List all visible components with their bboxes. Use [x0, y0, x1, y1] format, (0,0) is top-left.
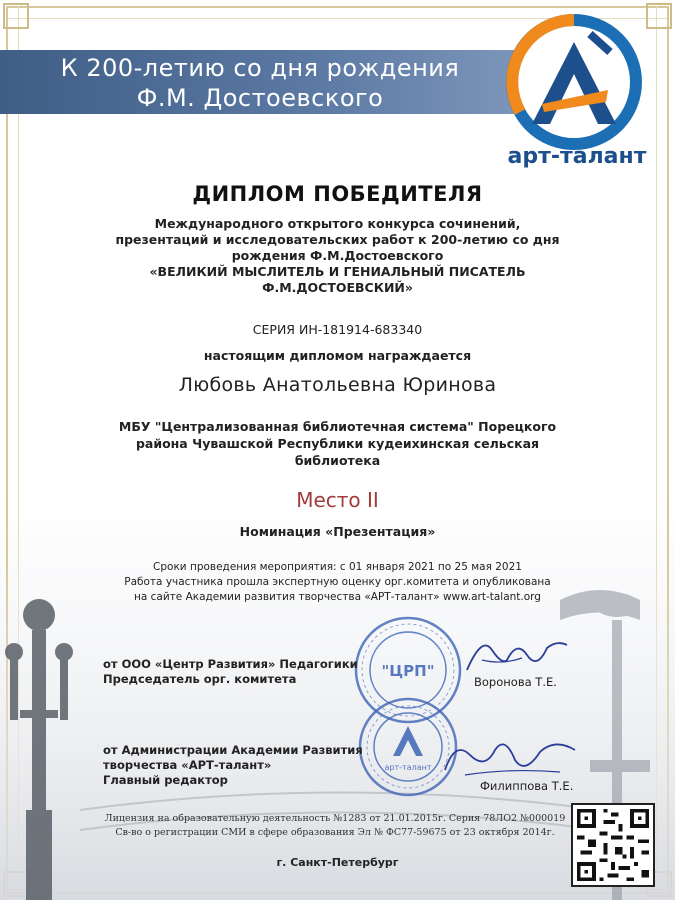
stamp1-label: "ЦРП"	[381, 662, 435, 680]
anniversary-banner	[0, 50, 520, 114]
city-name: г. Санкт-Петербург	[276, 856, 399, 869]
description-line: презентаций и исследовательских работ к 200-летию со дня	[115, 232, 560, 247]
signature-block-academy	[103, 743, 363, 788]
series-number: СЕРИЯ ИН-181914-683340	[252, 322, 423, 337]
description-line: рождения Ф.М.Достоевского	[231, 248, 444, 263]
award-place: Место II	[296, 488, 379, 512]
license-line: Св-во о регистрации СМИ в сфере образования Эл № ФС77-59675 от 23 октября 2014г.	[115, 827, 555, 838]
stamp2-label: арт-талант	[384, 763, 432, 772]
signature-voronova-icon	[462, 630, 572, 680]
license-info	[100, 812, 570, 840]
qr-code-icon	[571, 803, 655, 887]
logo-wordmark: арт-талант	[507, 144, 647, 169]
signature-line: творчества «АРТ-талант»	[103, 758, 272, 772]
organization-line: МБУ "Централизованная библиотечная система" Порецкого	[118, 419, 557, 434]
description-line: «ВЕЛИКИЙ МЫСЛИТЕЛЬ И ГЕНИАЛЬНЫЙ ПИСАТЕЛЬ	[149, 264, 526, 279]
awarded-text: настоящим дипломом награждается	[203, 348, 472, 363]
nomination: Номинация «Презентация»	[239, 524, 436, 539]
signatory-name-voronova: Воронова Т.Е.	[474, 675, 557, 689]
organization-line: библиотека	[294, 453, 381, 468]
organization-line: района Чувашской Республики кудеихинская сельская	[135, 436, 540, 451]
diploma-title: ДИПЛОМ ПОБЕДИТЕЛЯ	[192, 182, 483, 206]
signature-line: Главный редактор	[103, 773, 228, 787]
signature-line: от ООО «Центр Развития» Педагогики	[103, 657, 358, 671]
description-line: Ф.М.ДОСТОЕВСКИЙ»	[262, 280, 413, 295]
signature-line: Председатель орг. комитета	[103, 672, 297, 686]
event-info-line: Сроки проведения мероприятия: с 01 января 2021 по 25 мая 2021	[153, 561, 522, 573]
frame-corner-ornament	[3, 3, 29, 29]
signature-block-committee	[103, 657, 358, 687]
event-info-line: Работа участника прошла экспертную оценку орг.комитета и опубликована	[124, 576, 551, 588]
banner-line-1: К 200-летию со дня рождения	[60, 54, 460, 82]
event-info	[0, 560, 675, 605]
banner-line-2: Ф.М. Достоевского	[136, 84, 384, 112]
signatory-name-filippova: Филиппова Т.Е.	[480, 779, 574, 793]
recipient-name: Любовь Анатольевна Юринова	[178, 374, 497, 396]
description-line: Международного открытого конкурса сочинений,	[154, 216, 521, 231]
license-line: Лицензия на образовательную деятельность №1283 от 21.01.2015г. Серия 78ЛО2 №000019	[104, 813, 566, 824]
signature-filippova-icon	[440, 730, 580, 785]
event-info-line: на сайте Академии развития творчества «АРТ-талант» www.art-talant.org	[134, 591, 541, 603]
recipient-organization	[110, 418, 565, 469]
signature-line: от Администрации Академии Развития	[103, 743, 363, 757]
contest-description	[0, 216, 675, 296]
